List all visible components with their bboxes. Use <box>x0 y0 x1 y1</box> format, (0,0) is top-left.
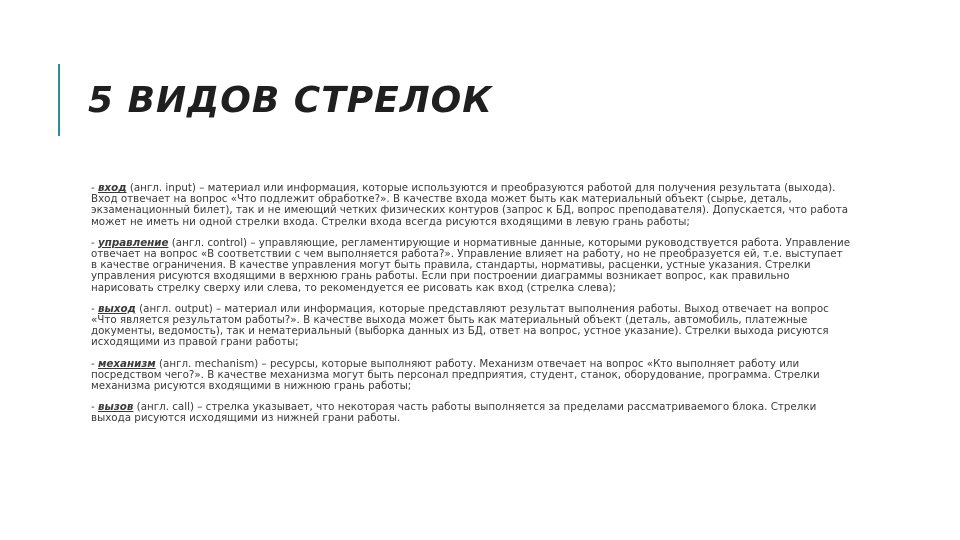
term-output: выход <box>98 302 136 315</box>
term-input: вход <box>98 182 127 194</box>
definition-mechanism: (англ. mechanism) – ресурсы, которые выполняют работу. Механизм отвечает на вопрос «Кто выполняет работу или посредством чего?». В качестве механизма могут быть персонал предприятия, студент, станок, оборудование, программа. Стрелки механизма рисуются входящими в нижнюю грань работы; <box>91 357 820 393</box>
paragraph-control <box>91 238 851 294</box>
bullet-dash: - <box>91 401 98 414</box>
paragraph-call <box>91 402 851 424</box>
term-mechanism: механизм <box>98 357 156 370</box>
bullet-dash: - <box>91 182 98 194</box>
slide-title: 5 ВИДОВ СТРЕЛОК <box>88 80 493 121</box>
paragraph-input <box>91 183 851 228</box>
term-call: вызов <box>98 401 134 414</box>
definition-control: (англ. control) – управляющие, регламентирующие и нормативные данные, которыми руководствуется работа. Управление отвечает на вопрос «В соответствии с чем выполняется работа?». Управление влияет на работу, но не преобразуется ей, т.е. выступает в качестве ограничения. В качестве управления могут быть правила, стандарты, нормативы, расценки, устные указания. Стрелки управления рисуются входящими в верхнюю грань работы. Если при построении диаграммы возникает вопрос, как правильно нарисовать стрелку сверху или слева, то рекомендуется ее рисовать как вход (стрелка слева); <box>91 236 851 294</box>
paragraph-output <box>91 304 851 349</box>
bullet-dash: - <box>91 302 98 315</box>
definition-input: (англ. input) – материал или информация, которые используются и преобразуются работой для получения результата (выхода). Вход отвечает на вопрос «Что подлежит обработке?». В качестве входа может быть как материальный объект (сырье, деталь, экзаменационный билет), так и не имеющий четких физических контуров (запрос к БД, вопрос преподавателя). Допускается, что работа может не иметь ни одной стрелки входа. Стрелки входа всегда рисуются входящими в левую грань работы; <box>91 182 849 228</box>
definition-output: (англ. output) – материал или информация, которые представляют результат выполнения работы. Выход отвечает на вопрос «Что является результатом работы?». В качестве выхода может быть как материальный объект (деталь, автомобиль, платежные документы, ведомость), так и нематериальный (выборка данных из БД, ответ на вопрос, устное указание). Стрелки выхода рисуются исходящими из правой грани работы; <box>91 302 829 349</box>
title-accent-bar <box>58 64 60 136</box>
paragraph-mechanism <box>91 359 851 393</box>
bullet-dash: - <box>91 357 98 370</box>
slide-body <box>91 183 851 435</box>
term-control: управление <box>98 236 169 249</box>
bullet-dash: - <box>91 236 98 249</box>
definition-call: (англ. call) – стрелка указывает, что некоторая часть работы выполняется за пределами рассматриваемого блока. Стрелки выхода рисуются исходящими из нижней грани работы. <box>91 401 817 425</box>
